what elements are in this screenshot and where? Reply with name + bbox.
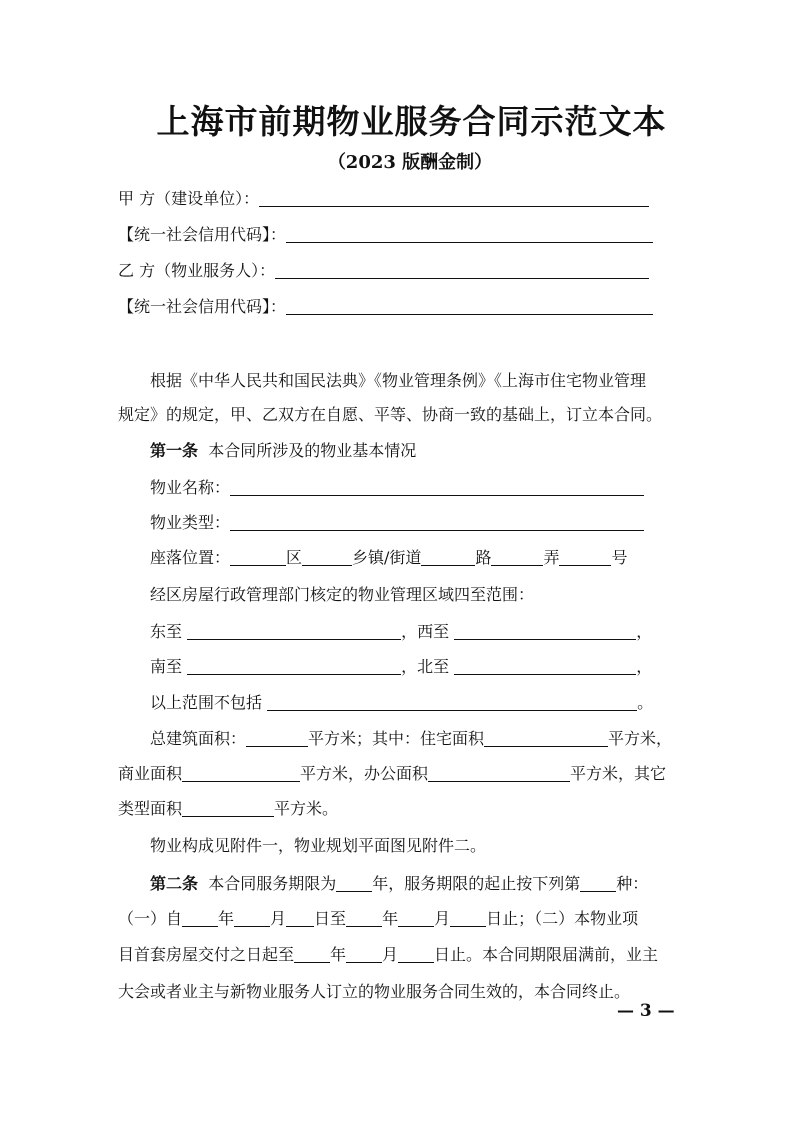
party-a-label: 甲 方（建设单位）： (118, 189, 260, 208)
preamble-line-2: 规定》的规定，甲、乙双方在自愿、平等、协商一致的基础上，订立本合同。 (118, 405, 663, 424)
town-blank[interactable] (302, 547, 352, 566)
document-subtitle: （2023 版酬金制） (327, 152, 493, 173)
south-north-line (150, 652, 652, 682)
west-blank[interactable] (454, 621, 636, 640)
term-years-blank[interactable] (336, 873, 372, 892)
excluding-label: 以上范围不包括 (150, 693, 263, 712)
term-label: 本合同服务期限为 (208, 874, 337, 893)
other-area-label: 平方米，其它 (570, 764, 667, 783)
commercial-area-blank[interactable] (182, 763, 300, 782)
credit-code-2-line (118, 292, 653, 322)
end-year-blank[interactable] (346, 908, 382, 927)
location-label: 座落位置： (150, 548, 231, 567)
article-2-line-2 (118, 904, 638, 934)
party-b-blank[interactable] (275, 260, 649, 279)
term-option-blank[interactable] (580, 873, 616, 892)
party-a-line (118, 184, 649, 214)
preamble-line-1: 根据《中华人民共和国民法典》《物业管理条例》《上海市住宅物业管理 (150, 371, 647, 390)
east-blank[interactable] (187, 621, 401, 640)
district-label: 区 (286, 548, 303, 567)
party-a-blank[interactable] (259, 188, 649, 207)
property-name-line (150, 473, 644, 503)
option-1-label: （一）自 (118, 909, 183, 928)
credit-code-2-blank[interactable] (286, 296, 653, 315)
article-2-number: 第二条 (150, 874, 199, 893)
opt2-day-blank[interactable] (398, 944, 434, 963)
start-month-blank[interactable] (234, 908, 270, 927)
property-name-blank[interactable] (230, 477, 644, 496)
west-label: ，西至 (401, 622, 450, 641)
end-month-label: 月 (434, 909, 451, 928)
excluding-period: 。 (637, 693, 654, 712)
property-name-label: 物业名称： (150, 478, 231, 497)
start-day-label: 日至 (314, 909, 347, 928)
article-2-line-3 (118, 940, 658, 970)
end-month-blank[interactable] (398, 908, 434, 927)
opt2-month-label: 月 (382, 945, 399, 964)
page-number: — 3 — (617, 1001, 675, 1021)
credit-code-1-blank[interactable] (286, 224, 653, 243)
credit-code-1-line (118, 220, 653, 250)
property-type-line (150, 508, 644, 538)
term-option-suffix: 种： (616, 874, 649, 893)
east-west-comma: ， (636, 622, 653, 641)
number-label: 号 (611, 548, 628, 567)
start-year-blank[interactable] (182, 908, 218, 927)
opt2-month-blank[interactable] (346, 944, 382, 963)
end-year-label: 年 (382, 909, 399, 928)
town-label: 乡镇/街道 (352, 548, 422, 567)
area-line-1 (150, 724, 672, 754)
other-type-label: 类型面积 (118, 799, 183, 818)
road-blank[interactable] (421, 547, 475, 566)
east-west-line (150, 617, 652, 647)
area-line-3 (118, 794, 338, 824)
other-area-blank[interactable] (182, 798, 274, 817)
residential-area-label: 平方米；其中：住宅面积 (308, 729, 485, 748)
total-area-label: 总建筑面积： (150, 729, 247, 748)
boundary-intro: 经区房屋行政管理部门核定的物业管理区域四至范围： (150, 585, 535, 604)
article-1-number: 第一条 (150, 441, 199, 460)
commercial-area-label: 商业面积 (118, 764, 183, 783)
north-label: ，北至 (401, 657, 450, 676)
opt2-end-label: 日止。本合同期限届满前，业主 (434, 945, 659, 964)
start-year-label: 年 (218, 909, 235, 928)
article-2-line-1 (150, 869, 648, 899)
property-type-label: 物业类型： (150, 513, 231, 532)
property-type-blank[interactable] (230, 512, 644, 531)
number-blank[interactable] (559, 547, 611, 566)
opt2-year-blank[interactable] (294, 944, 330, 963)
party-b-label: 乙 方（物业服务人）： (118, 261, 276, 280)
south-blank[interactable] (187, 656, 401, 675)
opt2-year-label: 年 (330, 945, 347, 964)
office-area-label: 平方米，办公面积 (300, 764, 429, 783)
document-title: 上海市前期物业服务合同示范文本 (156, 102, 667, 141)
district-blank[interactable] (230, 547, 286, 566)
article-1-heading (150, 436, 416, 466)
party-b-line (118, 256, 649, 286)
total-area-blank[interactable] (246, 728, 308, 747)
end-day-blank[interactable] (450, 908, 486, 927)
credit-code-1-label: 【统一社会信用代码】： (118, 225, 287, 244)
lane-label: 弄 (543, 548, 560, 567)
article-2-line-4: 大会或者业主与新物业服务人订立的物业服务合同生效的，本合同终止。 (118, 982, 631, 1001)
lane-blank[interactable] (491, 547, 543, 566)
location-line (150, 543, 627, 573)
area-line-2 (118, 759, 666, 789)
composition-line: 物业构成见附件一，物业规划平面图见附件二。 (150, 836, 487, 855)
east-label: 东至 (150, 622, 183, 641)
road-label: 路 (475, 548, 492, 567)
term-option-label: 年，服务期限的起止按下列第 (372, 874, 581, 893)
option-2-label: 日止；（二）本物业项 (486, 909, 639, 928)
start-day-blank[interactable] (286, 908, 314, 927)
excluding-line (150, 688, 653, 718)
other-area-unit: 平方米。 (274, 799, 339, 818)
first-delivery-label: 目首套房屋交付之日起至 (118, 945, 295, 964)
office-area-blank[interactable] (428, 763, 570, 782)
excluding-blank[interactable] (267, 692, 637, 711)
south-north-comma: ， (636, 657, 653, 676)
residential-area-blank[interactable] (484, 728, 608, 747)
residential-unit: 平方米， (608, 729, 673, 748)
south-label: 南至 (150, 657, 183, 676)
credit-code-2-label: 【统一社会信用代码】： (118, 297, 287, 316)
article-1-title: 本合同所涉及的物业基本情况 (208, 441, 417, 460)
start-month-label: 月 (270, 909, 287, 928)
north-blank[interactable] (454, 656, 636, 675)
